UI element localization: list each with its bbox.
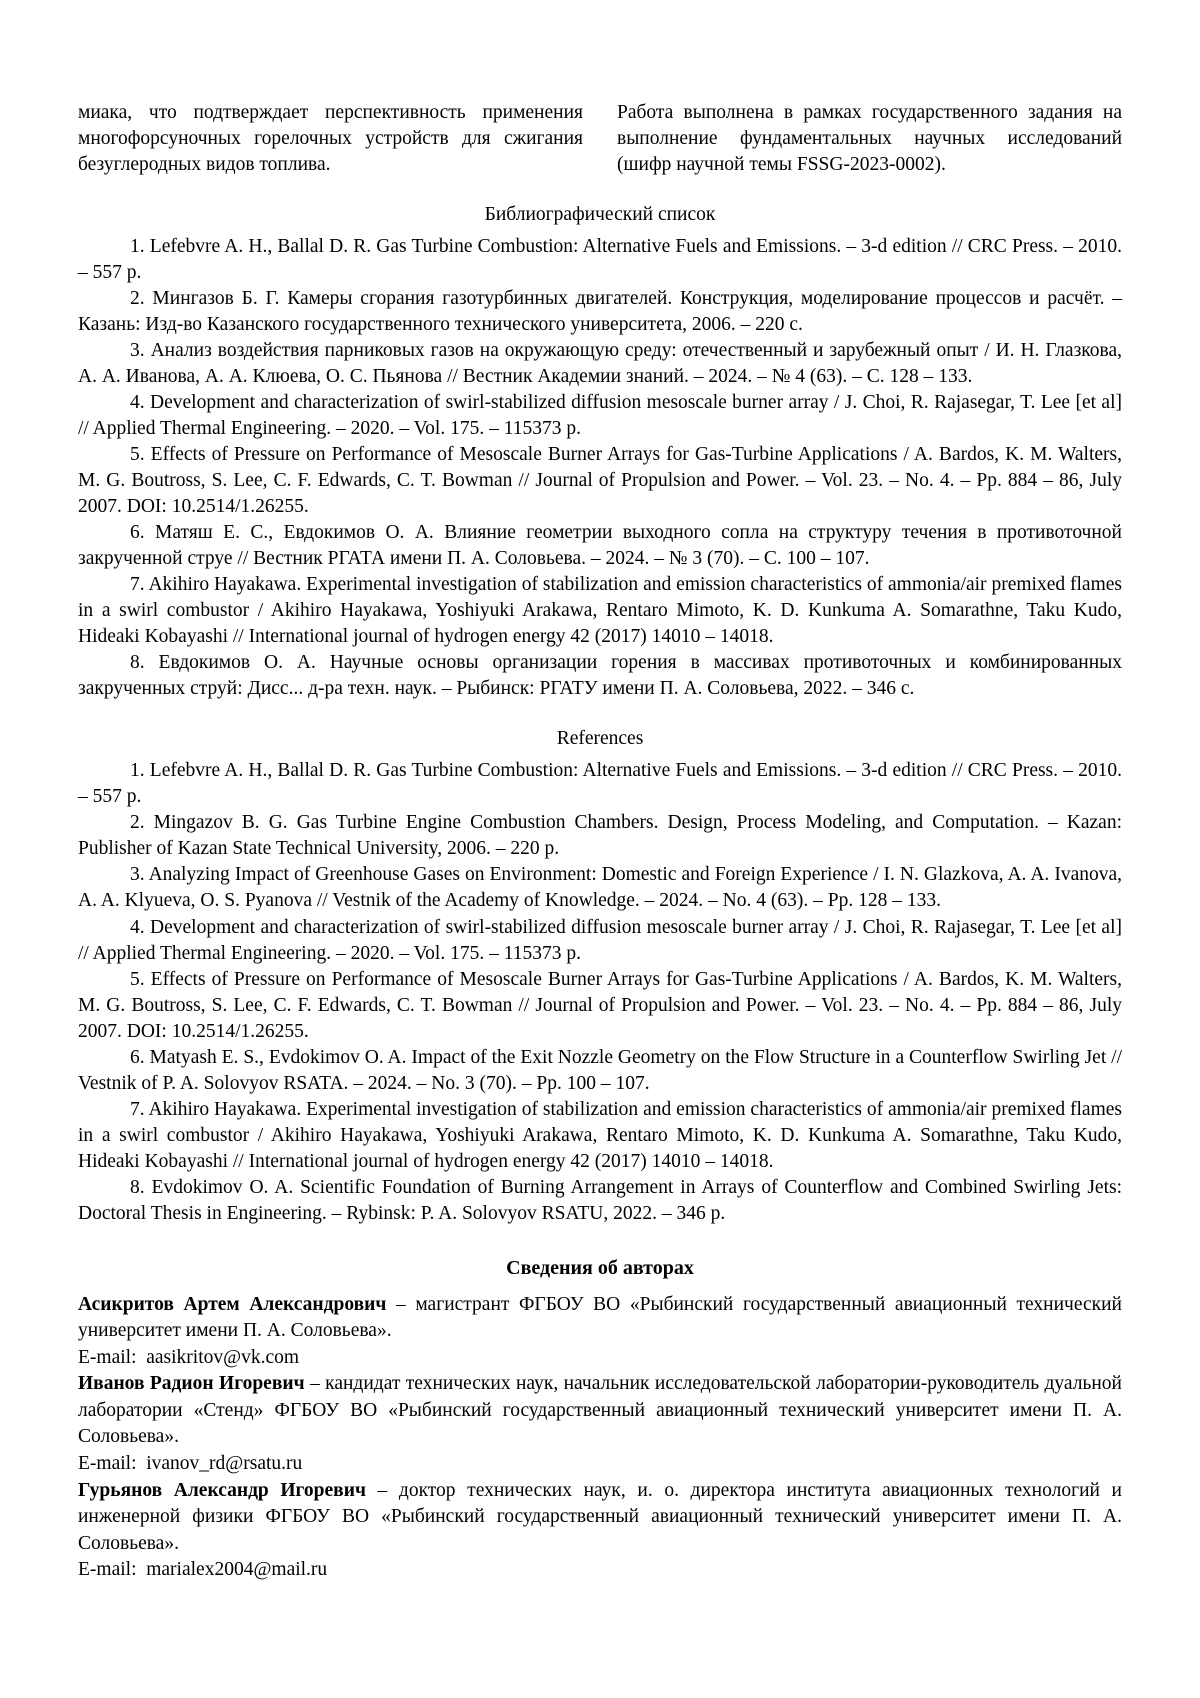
bibliography-heading: Библиографический список <box>484 203 716 225</box>
bibliography-item: 1. Lefebvre A. H., Ballal D. R. Gas Turbine Combustion: Alternative Fuels and Emissions. – 3-d edition // CRC Press. – 2010. – 557 p. <box>78 235 1122 283</box>
email-label: E-mail: <box>78 1346 137 1368</box>
author-email-line <box>78 1345 1122 1372</box>
bibliography-item: 7. Akihiro Hayakawa. Experimental investigation of stabilization and emission characteristics of ammonia/air premixed flames in a swirl combustor / Akihiro Hayakawa, Yoshiyuki Arakawa, Rentaro Mimoto, K. D. Kunkuma A. Somarathne, Taku Kudo, Hideaki Kobayashi // International journal of hydrogen energy 42 (2017) 14010 – 14018. <box>78 574 1122 648</box>
bibliography-list <box>78 234 1122 703</box>
reference-item: 4. Development and characterization of swirl-stabilized diffusion mesoscale burner array / J. Choi, R. Rajasegar, T. Lee [et al] // Applied Thermal Engineering. – 2020. – Vol. 175. – 115373 p. <box>78 916 1122 964</box>
reference-item: 8. Evdokimov O. A. Scientific Foundation of Burning Arrangement in Arrays of Counterflow and Combined Swirling Jets: Doctoral Thesis in Engineering. – Rybinsk: P. A. Solovyov RSATU, 2022. – 346 p. <box>78 1176 1122 1224</box>
author-email-line <box>78 1557 1122 1584</box>
intro-left-paragraph: миака, что подтверждает перспективность применения многофорсуночных горелочных устройств для сжигания безуглеродных видов топлива. <box>78 102 583 175</box>
author-email-line <box>78 1451 1122 1478</box>
bibliography-item: 5. Effects of Pressure on Performance of Mesoscale Burner Arrays for Gas-Turbine Applications / A. Bardos, K. M. Walters, M. G. Boutross, S. Lee, C. F. Edwards, C. T. Bowman // Journal of Propulsion and Power. – Vol. 23. – No. 4. – Pp. 884 – 86, July 2007. DOI: 10.2514/1.26255. <box>78 444 1122 518</box>
email-label: E-mail: <box>78 1452 137 1474</box>
author-description: – магистрант ФГБОУ ВО «Рыбинский государственный авиационный технический университет имени П. А. Соловьева». <box>78 1293 1122 1342</box>
authors-list <box>78 1292 1122 1584</box>
bibliography-item: 6. Матяш Е. С., Евдокимов О. А. Влияние геометрии выходного сопла на структуру течения в противоточной закрученной струе // Вестник РГАТА имени П. А. Соловьева. – 2024. – № 3 (70). – С. 100 – 107. <box>78 522 1122 570</box>
author-email[interactable]: marialex2004@mail.ru <box>146 1559 328 1581</box>
intro-left-column <box>78 100 583 178</box>
references-list <box>78 758 1122 1227</box>
author-email[interactable]: aasikritov@vk.com <box>146 1346 300 1368</box>
bibliography-item: 2. Мингазов Б. Г. Камеры сгорания газотурбинных двигателей. Конструкция, моделирование процессов и расчёт. – Казань: Изд-во Казанского государственного технического университета, 2006. – 220 с. <box>78 287 1122 335</box>
author-entry <box>78 1371 1122 1451</box>
author-entry <box>78 1478 1122 1558</box>
authors-heading: Сведения об авторах <box>506 1256 694 1279</box>
references-heading: References <box>556 728 644 750</box>
author-name: Асикритов Артем Александрович <box>78 1293 387 1315</box>
reference-item: 5. Effects of Pressure on Performance of Mesoscale Burner Arrays for Gas-Turbine Applications / A. Bardos, K. M. Walters, M. G. Boutross, S. Lee, C. F. Edwards, C. T. Bowman // Journal of Propulsion and Power. – Vol. 23. – No. 4. – Pp. 884 – 86, July 2007. DOI: 10.2514/1.26255. <box>78 968 1122 1042</box>
intro-columns <box>78 100 1122 178</box>
email-label: E-mail: <box>78 1559 137 1581</box>
author-description: – доктор технических наук, и. о. директора института авиационных технологий и инженерной физики ФГБОУ ВО «Рыбинский государственный авиационный технический университет имени П. А. Соловьева». <box>78 1479 1122 1554</box>
author-entry <box>78 1292 1122 1345</box>
intro-right-paragraph: Работа выполнена в рамках государственного задания на выполнение фундаментальных научных исследований (шифр научной темы FSSG-2023-0002). <box>617 102 1122 175</box>
author-name: Гурьянов Александр Игоревич <box>78 1479 366 1501</box>
bibliography-item: 4. Development and characterization of swirl-stabilized diffusion mesoscale burner array / J. Choi, R. Rajasegar, T. Lee [et al] // Applied Thermal Engineering. – 2020. – Vol. 175. – 115373 p. <box>78 391 1122 439</box>
author-name: Иванов Радион Игоревич <box>78 1373 305 1395</box>
reference-item: 2. Mingazov B. G. Gas Turbine Engine Combustion Chambers. Design, Process Modeling, and Computation. – Kazan: Publisher of Kazan State Technical University, 2006. – 220 p. <box>78 812 1122 860</box>
reference-item: 1. Lefebvre A. H., Ballal D. R. Gas Turbine Combustion: Alternative Fuels and Emissions. – 3-d edition // CRC Press. – 2010. – 557 p. <box>78 760 1122 808</box>
intro-right-column <box>617 100 1122 178</box>
bibliography-item: 8. Евдокимов О. А. Научные основы организации горения в массивах противоточных и комбинированных закрученных струй: Дисс... д-ра техн. наук. – Рыбинск: РГАТУ имени П. А. Соловьева, 2022. – 346 с. <box>78 652 1122 700</box>
bibliography-item: 3. Анализ воздействия парниковых газов на окружающую среду: отечественный и зарубежный опыт / И. Н. Глазкова, А. А. Иванова, А. А. Клюева, О. С. Пьянова // Вестник Академии знаний. – 2024. – № 4 (63). – С. 128 – 133. <box>78 339 1122 387</box>
reference-item: 3. Analyzing Impact of Greenhouse Gases on Environment: Domestic and Foreign Experience / I. N. Glazkova, A. A. Ivanova, A. A. Klyueva, O. S. Pyanova // Vestnik of the Academy of Knowledge. – 2024. – No. 4 (63). – Pp. 128 – 133. <box>78 864 1122 912</box>
author-email[interactable]: ivanov_rd@rsatu.ru <box>146 1452 303 1474</box>
reference-item: 6. Matyash E. S., Evdokimov O. A. Impact of the Exit Nozzle Geometry on the Flow Structure in a Counterflow Swirling Jet // Vestnik of P. A. Solovyov RSATA. – 2024. – No. 3 (70). – Pp. 100 – 107. <box>78 1046 1122 1094</box>
reference-item: 7. Akihiro Hayakawa. Experimental investigation of stabilization and emission characteristics of ammonia/air premixed flames in a swirl combustor / Akihiro Hayakawa, Yoshiyuki Arakawa, Rentaro Mimoto, K. D. Kunkuma A. Somarathne, Taku Kudo, Hideaki Kobayashi // International journal of hydrogen energy 42 (2017) 14010 – 14018. <box>78 1098 1122 1172</box>
author-description: – кандидат технических наук, начальник исследовательской лаборатории-руководитель дуальной лаборатории «Стенд» ФГБОУ ВО «Рыбинский государственный авиационный технический университет имени П. А. Соловьева». <box>78 1373 1122 1448</box>
